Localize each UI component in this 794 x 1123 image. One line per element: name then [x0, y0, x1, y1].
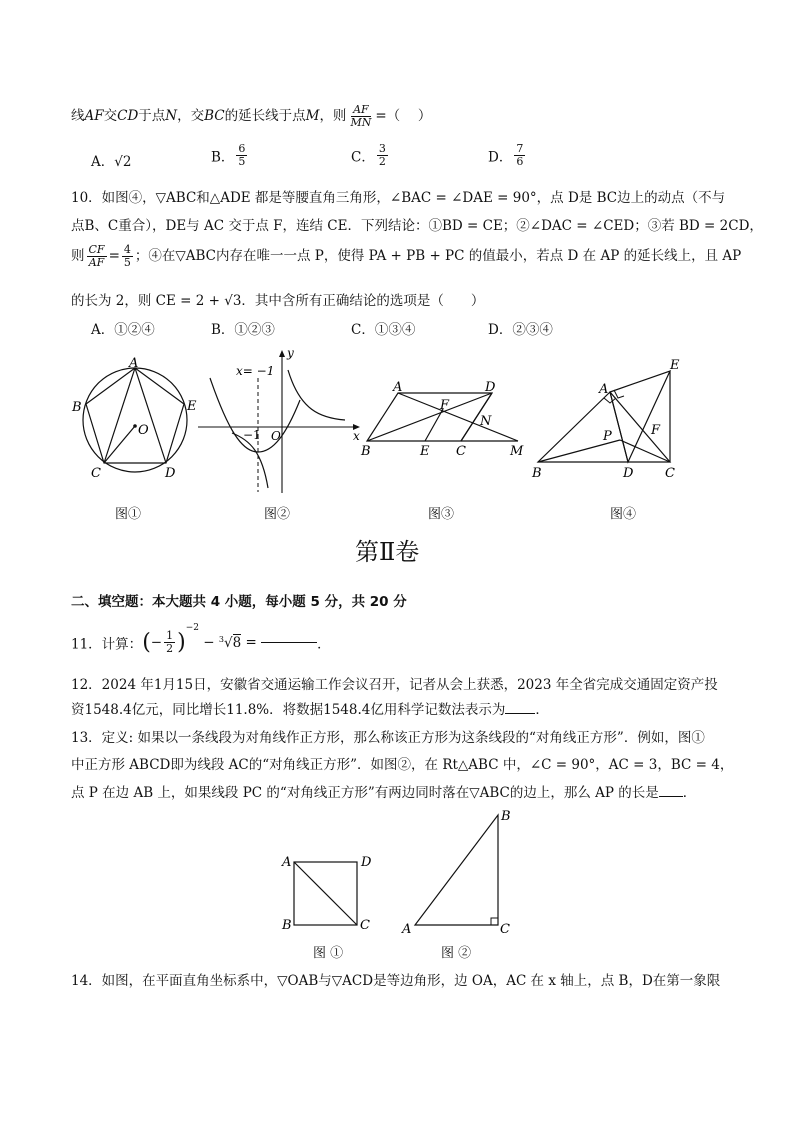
- fig3-label-m: M: [510, 444, 524, 459]
- fig4-label-c: C: [665, 466, 675, 480]
- q10-option-b: B．①②③: [211, 322, 275, 338]
- fig4-label-p: P: [603, 429, 612, 444]
- part2-heading: 二、填空题：本大题共 4 小题，每小题 5 分，共 20 分: [71, 594, 407, 610]
- fig1-label-a: A: [129, 356, 139, 371]
- q13-figure-2-caption: 图 ②: [441, 946, 472, 961]
- fig2-label-xeq: x= −1: [236, 364, 275, 378]
- q9-option-a: A．√2: [91, 154, 132, 170]
- figure-1-caption: 图①: [115, 507, 142, 522]
- q11-answer-blank[interactable]: [261, 642, 317, 643]
- q10-line1: 10．如图④，▽ABC和△ADE 都是等腰直角三角形，∠BAC = ∠DAE = 90°，点 D是 BC边上的动点（不与: [71, 190, 726, 206]
- q13-figure-1-square: [280, 848, 380, 930]
- fig4-label-e: E: [670, 358, 680, 373]
- fig3-label-d: D: [485, 380, 496, 395]
- q9-option-b: B． $\frac{6}{5}$: [211, 142, 246, 168]
- figure-4-triangles: [528, 355, 688, 480]
- fig1-label-d: D: [165, 466, 176, 481]
- q13-fig1-label-a: A: [282, 855, 292, 870]
- fig2-label-x: x: [353, 429, 360, 443]
- q9-fraction: $\frac{AF}{MN}$: [350, 103, 372, 129]
- fig3-label-n: N: [480, 414, 492, 429]
- q13-fig2-label-b: B: [501, 809, 511, 824]
- q13-fig1-label-d: D: [361, 855, 372, 870]
- q10-line2: 点B、C重合），DE与 AC 交于点 F，连结 CE．下列结论：①BD = CE；②∠DAC = ∠CED；③若 BD = 2CD，: [71, 218, 763, 234]
- q13-fig2-label-c: C: [500, 922, 510, 937]
- fig1-label-c: C: [91, 466, 101, 481]
- fig4-label-f: F: [651, 423, 661, 438]
- figure-3-parallelogram: [360, 378, 530, 460]
- q13-figure-1-caption: 图 ①: [313, 946, 344, 961]
- fig1-label-b: B: [72, 400, 82, 415]
- fig1-label-e: E: [187, 399, 197, 414]
- q11: 11．计算：(− $\frac{1}{2}$ )$^{-2}$ − $^3$√8 = ．: [71, 623, 331, 655]
- q12-line2: 资1548.4亿元，同比增长11.8%．将数据1548.4亿用科学记数法表示为 ．: [71, 702, 549, 718]
- q9-option-d: D． $\frac{7}{6}$: [488, 142, 524, 168]
- figure-2-caption: 图②: [264, 507, 291, 522]
- q10-line3: 则 $\frac{CF}{AF}$ = $\frac{4}{5}$ ；④在▽ABC内存在唯一一点 P，使得 PA + PB + PC 的值最小，若点 D 在 AP 的延长线上，且 AP: [71, 243, 742, 269]
- q10-option-d: D．②③④: [488, 322, 553, 338]
- q13-line2: 中正方形 ABCD即为线段 AC的“对角线正方形”．如图②，在 Rt△ABC 中，∠C = 90°，AC = 3，BC = 4，: [71, 757, 734, 773]
- fig4-label-a: A: [599, 382, 609, 397]
- figure-3-caption: 图③: [428, 507, 455, 522]
- q13-fig1-label-c: C: [360, 918, 370, 930]
- q13-line3: 点 P 在边 AB 上，如果线段 PC 的“对角线正方形”有两边同时落在▽ABC的边上，那么 AP 的长是 ．: [71, 785, 697, 801]
- fig3-label-b: B: [361, 444, 371, 459]
- q13-fig1-label-b: B: [282, 918, 292, 930]
- figure-1-pentagon-circle: [66, 355, 206, 485]
- q12-line1: 12．2024 年1月15日，安徽省交通运输工作会议召开，记者从会上获悉，2023 年全省完成交通固定资产投: [71, 677, 718, 693]
- q10-option-c: C．①③④: [351, 322, 416, 338]
- figure-2-function-graph: [194, 345, 364, 495]
- q10-option-a: A．①②④: [91, 322, 155, 338]
- q9-option-c: C． $\frac{3}{2}$: [351, 142, 386, 168]
- fig3-label-f: F: [440, 398, 450, 413]
- fig1-label-o: O: [138, 423, 149, 438]
- fig2-label-neg1: −1: [243, 428, 261, 442]
- fig4-label-d: D: [623, 466, 634, 480]
- fig3-label-a: A: [393, 380, 403, 395]
- q12-answer-blank[interactable]: [505, 713, 535, 714]
- fig2-label-y: y: [287, 346, 294, 360]
- q13-line1: 13．定义: 如果以一条线段为对角线作正方形，那么称该正方形为这条线段的“对角线正方形”．例如，图①: [71, 730, 705, 746]
- fig3-label-c: C: [456, 444, 466, 459]
- fig2-label-o: O: [271, 429, 281, 443]
- fig4-label-b: B: [532, 466, 542, 480]
- q13-answer-blank[interactable]: [659, 796, 683, 797]
- q10-line4: 的长为 2，则 CE = 2 + √3．其中含所有正确结论的选项是（ ）: [71, 293, 485, 309]
- section-title: 第Ⅱ卷: [355, 538, 420, 566]
- q13-fig2-label-a: A: [402, 922, 412, 937]
- q14-line1: 14．如图，在平面直角坐标系中，▽OAB与▽ACD是等边角形，边 OA，AC 在 x 轴上，点 B，D在第一象限: [71, 973, 721, 989]
- q13-figure-2-right-triangle: [398, 803, 518, 938]
- figure-4-caption: 图④: [610, 507, 637, 522]
- fig3-label-e: E: [420, 444, 430, 459]
- q9-stem: 线AF交CD于点N，交BC的延长线于点M，则 $\frac{AF}{MN}$ =（ ）: [71, 103, 432, 129]
